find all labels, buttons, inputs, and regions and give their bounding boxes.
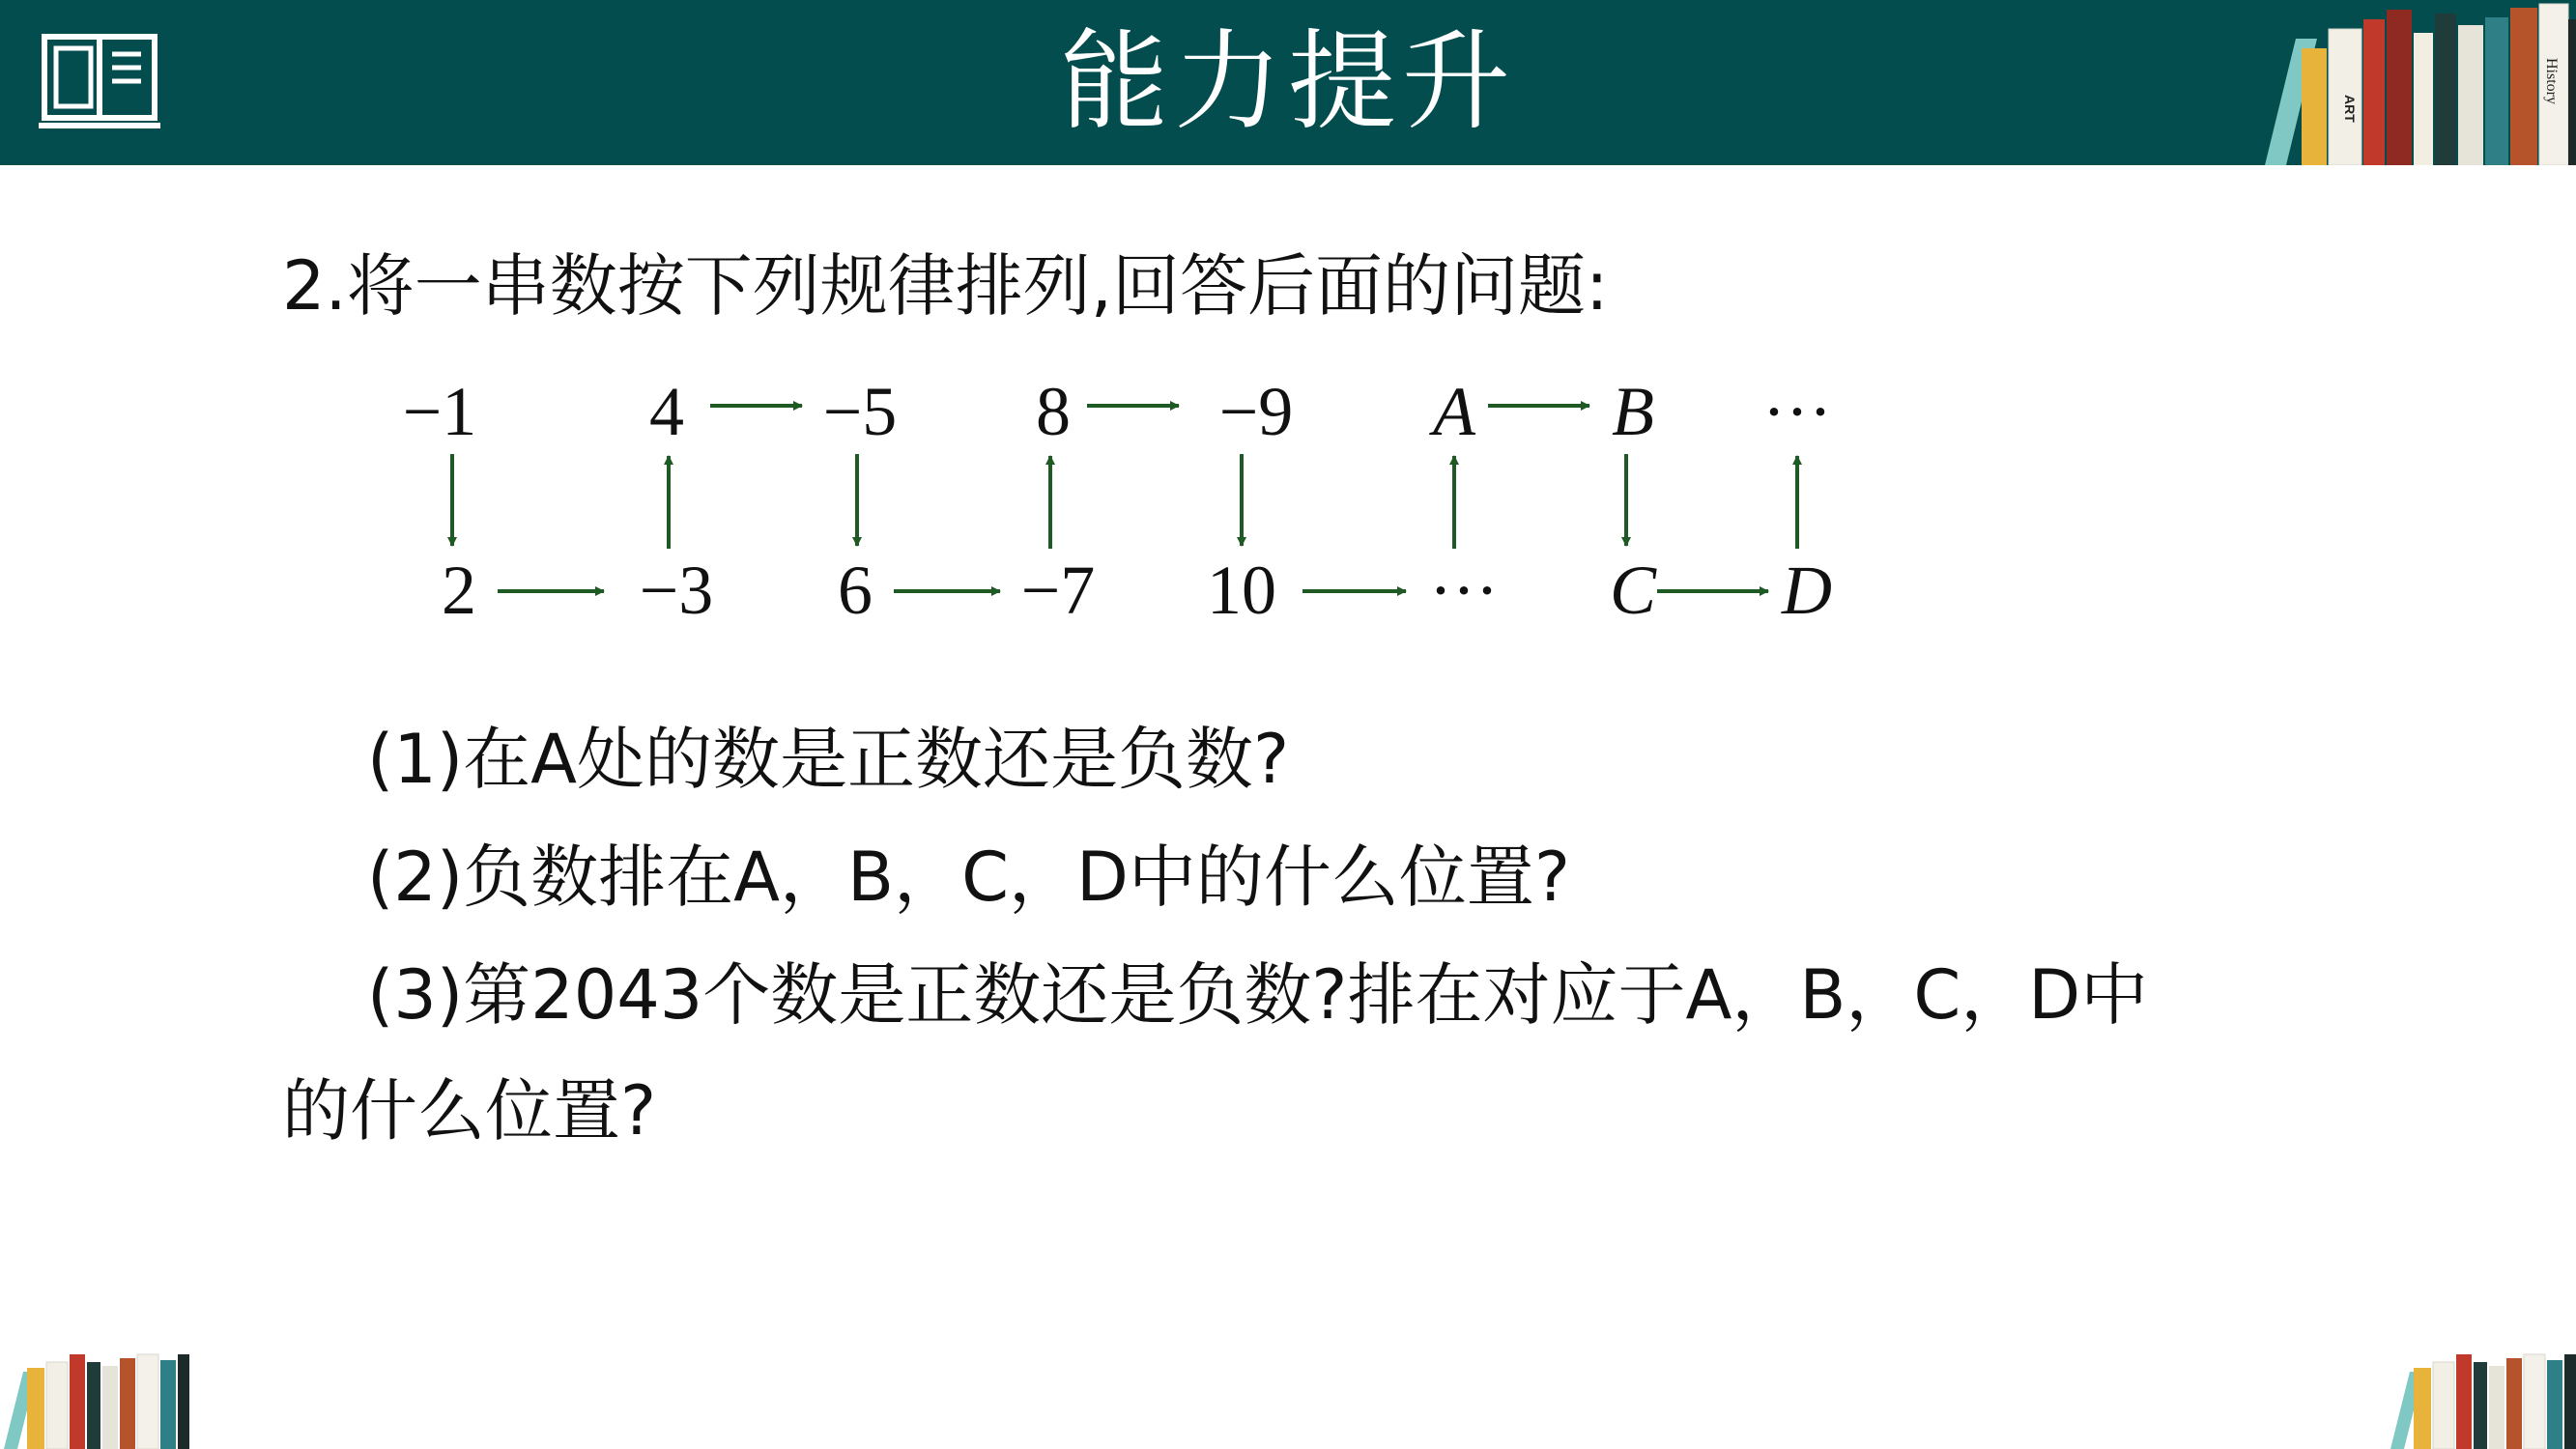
art-spine-label: ART [2342,95,2358,123]
sequence-term-bottom-3: −7 [1020,552,1096,629]
sequence-term-top-4: −9 [1218,373,1294,450]
sequence-labels [403,373,1832,629]
sequence-term-bottom-2: 6 [838,552,873,629]
sequence-term-bottom-6: C [1609,552,1657,629]
page-title: 能力提升 [1060,19,1516,145]
question-2: (2)负数排在A，B，C，D中的什么位置? [367,838,1570,917]
bookshelf-decoration-top [2257,0,2576,165]
sequence-term-bottom-7: D [1782,552,1832,629]
problem-statement: 2.将一串数按下列规律排列,回答后面的问题: [282,246,1609,326]
sequence-term-top-3: 8 [1036,373,1071,450]
sequence-term-top-5: A [1433,373,1475,450]
sequence-term-bottom-1: −3 [639,552,714,629]
sequence-term-bottom-4: 10 [1207,552,1276,629]
history-spine-label: History [2543,58,2560,104]
sequence-term-bottom-0: 2 [442,552,476,629]
sequence-term-top-2: −5 [822,373,898,450]
question-3-line-2: 的什么位置? [282,1071,657,1151]
question-1: (1)在A处的数是正数还是负数? [367,720,1290,799]
sequence-term-top-6: B [1612,373,1654,450]
sequence-term-top-7: ··· [1762,373,1832,450]
bookshelf-decoration-bottom-right [2387,1349,2576,1449]
sequence-term-top-0: −1 [402,373,477,450]
sequence-term-bottom-5: ··· [1429,552,1499,629]
open-book-icon [39,31,160,131]
sequence-diagram [377,357,1865,647]
bookshelf-decoration-bottom-left [0,1349,193,1449]
sequence-term-top-1: 4 [649,373,684,450]
question-3-line-1: (3)第2043个数是正数还是负数?排在对应于A，B，C，D中 [367,955,2149,1035]
